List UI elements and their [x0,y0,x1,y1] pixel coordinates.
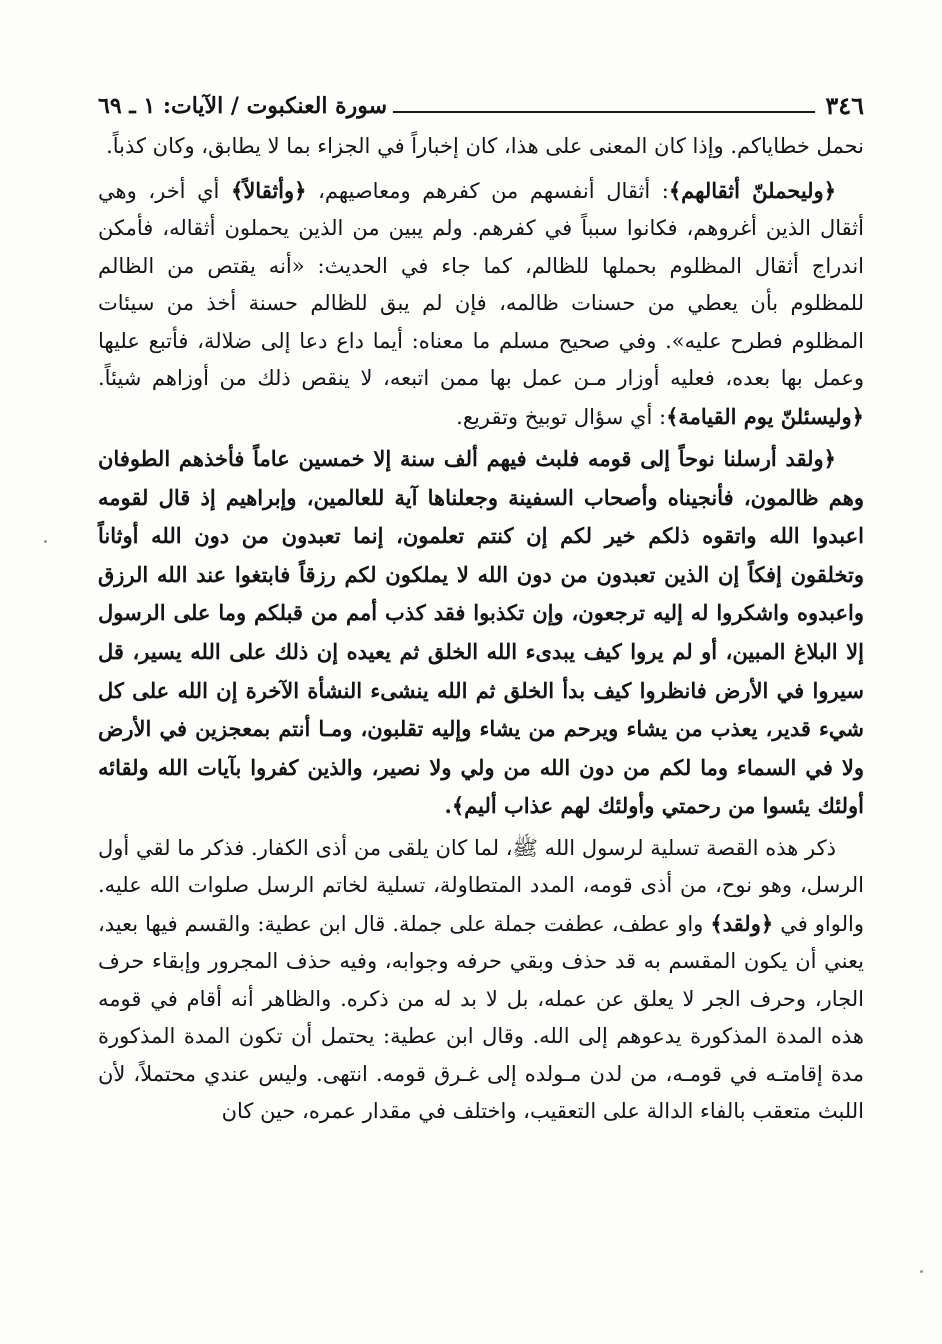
running-title: سورة العنكبوت / الآيات: ١ ـ ٦٩ [98,93,388,119]
verse-text: ﴿ولقد أرسلنا نوحاً إلى قومه فلبث فيهم ألف سنة إلا خمسين عاماً فأخذهم الطوفان وهم ظالمون، فأنجيناه وأصحاب السفينة وجعلناها آية للعالمين، وإبراهيم إذ قال لقومه اعبدوا الله واتقوه ذلكم خير لكم إن كنتم تعلمون، إنما تعبدون من دون الله أوثاناً وتخلقون إفكاً إن الذين تعبدون من دون الله لا يملكون لكم رزقاً فابتغوا عند الله الرزق واعبدوه واشكروا له إليه ترجعون، وإن تكذبوا فقد كذب أمم من قبلكم وما على الرسول إلا البلاغ المبين، أو لم يروا كيف يبدىء الله الخلق ثم يعيده إن ذلك على الله يسير، قل سيروا في الأرض فانظروا كيف بدأ الخلق ثم الله ينشىء النشأة الآخرة إن الله على كل شيء قدير، يعذب من يشاء ويرحم من يشاء وإليه تقلبون، ومـا أنتم بمعجزين في الأرض ولا في السماء وما لكم من دون الله من ولي ولا نصير، والذين كفروا بآيات الله ولقائه أولئك يئسوا من رحمتي وأولئك لهم عذاب أليم﴾. [98,446,864,819]
scan-speck [920,1270,923,1273]
scan-speck [44,540,47,543]
verse-block [98,440,864,826]
paragraph-2-text-2: أي أخر، وهي أثقال الذين أغروهم، فكانوا سبباً في كفرهم. ولم يبين من الذين يحملون أثقاله، فأمكن اندراج أثقال المظلوم بحملها للظالم، كما جاء في الحديث: «أنه يقتص من الظالم للمظلوم بأن يعطي من حسنات ظالمه، فإن لم يبق للظالم حسنة أخذ من سيئات المظلوم فطرح عليه». وفي صحيح مسلم ما معناه: أيما داع دعا إلى ضلالة، فأتبع عليها وعمل بها بعده، فعليه أوزار مـن عمل بها ممن اتبعه، لا ينقص ذلك من أوزاهم شيئاً. [98,178,864,390]
paragraph-2-text-3: : أي سؤال توبيخ وتقريع. [456,404,667,429]
quran-quote: ﴿وأثقالاً﴾ [231,177,307,203]
paragraph-2-text-1: : أثقال أنفسهم من كفرهم ومعاصيهم، [306,178,669,203]
paragraph-1 [98,128,864,166]
paragraph-4 [98,830,864,1131]
quran-quote: ﴿وليسئلنّ يوم القيامة﴾ [666,403,864,429]
paragraph-4-text-1: ذكر هذه القصة تسلية لرسول الله ﷺ، لما كان يلقى من أذى الكفار. فذكر ما لقي أول الرسل، وهو نوح، من أذى قومه، المدد المتطاولة، تسلية لخاتم الرسل صلوات الله عليه. والواو في [98,835,864,936]
quran-quote: ﴿ولقد﴾ [710,910,774,936]
page-body [98,128,864,1131]
paragraph-4-text-2: واو عطف، عطفت جملة على جملة. قال ابن عطية: والقسم فيها بعيد، يعني أن يكون المقسم به قد حذف وبقي حرفه وجوابه، وفيه حذف المجرور وإبقاء حرف الجار، وحرف الجر لا يعلق عن عمله، بل لا بد له من ذكره. والظاهر أنه أقام في قومه هذه المدة المذكورة يدعوهم إلى الله. وقال ابن عطية: يحتمل أن تكون المدة المذكورة مدة إقامتـه في قومـه، من لدن مـولده إلى غـرق قومه. انتهى. وليس عندي محتملاً، لأن اللبث متعقب بالفاء الدالة على التعقيب، واختلف في مقدار عمره، حين كان [98,911,864,1124]
page-number: ٣٤٦ [825,91,864,120]
quran-quote: ﴿وليحملنّ أثقالهم﴾ [668,177,836,203]
paragraph-1-text: نحمل خطاياكم. وإذا كان المعنى على هذا، كان إخباراً في الجزاء بما لا يطابق، وكان كذباً. [106,134,864,158]
header-rule [393,111,815,113]
paragraph-2 [98,172,864,437]
page-header [98,88,864,118]
